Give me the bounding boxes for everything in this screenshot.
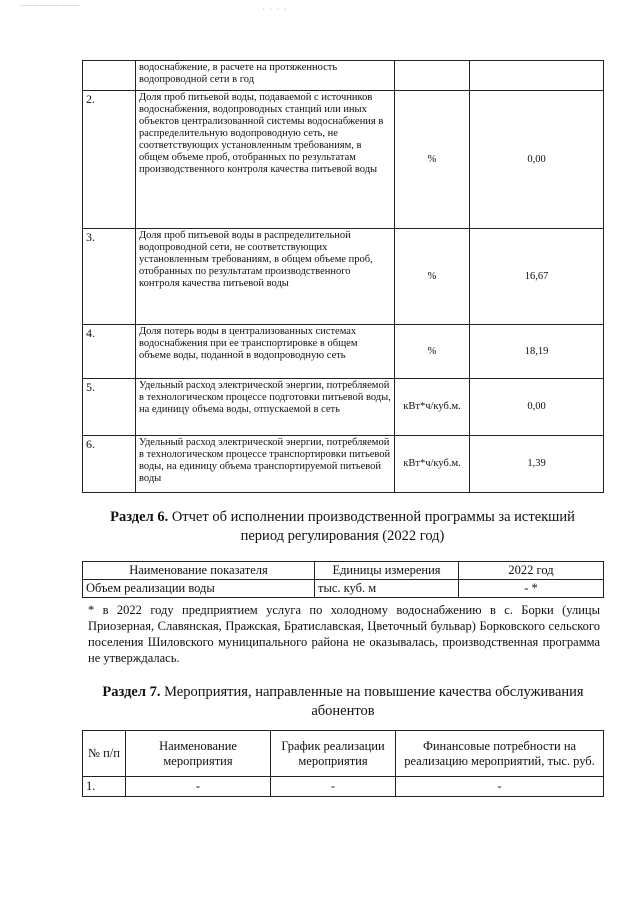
col-header-measure: Наименование мероприятия xyxy=(126,731,271,777)
col-header-schedule: График реализации мероприятия xyxy=(271,731,396,777)
table-row xyxy=(83,580,604,598)
scan-mark-top-left: —————— xyxy=(20,0,80,10)
indicator-value: 16,67 xyxy=(470,229,604,325)
row-number: 2. xyxy=(83,91,136,229)
row-number: 5. xyxy=(83,379,136,436)
indicator-text: Доля проб питьевой воды в распределительной водопроводной сети, не соответствующих установленным требованиям, в общем объеме проб, отобранных по результатам производственного контроля качества питьевой воды xyxy=(136,229,395,325)
cell-measure: - xyxy=(126,777,271,797)
indicator-text: Удельный расход электрической энергии, потребляемой в технологическом процессе транспортировки питьевой воды, на единицу объема транспортируемой питьевой воды xyxy=(136,436,395,493)
indicator-unit: % xyxy=(395,229,470,325)
cell-schedule: - xyxy=(271,777,396,797)
cell-value: - * xyxy=(459,580,604,598)
cell-number: 1. xyxy=(83,777,126,797)
indicator-unit: % xyxy=(395,91,470,229)
measures-table xyxy=(82,730,604,797)
indicator-unit: кВт*ч/куб.м. xyxy=(395,379,470,436)
table-header-row xyxy=(83,731,604,777)
section-7-heading xyxy=(84,683,602,721)
indicator-value: 0,00 xyxy=(470,91,604,229)
row-number: 6. xyxy=(83,436,136,493)
row-number: 3. xyxy=(83,229,136,325)
section-6-heading xyxy=(90,508,595,546)
table-row xyxy=(83,777,604,797)
row-number xyxy=(83,61,136,91)
table-row xyxy=(83,325,604,379)
table-row xyxy=(83,61,604,91)
footnote: * в 2022 году предприятием услуга по холодному водоснабжению в с. Борки (улицы Приозерная, Славянская, Пражская, Братиславская, Цветочный бульвар) Борковского сельского поселения Шиловского муниципального района не оказывалась, производственная программа не утверждалась. xyxy=(88,603,600,665)
indicator-unit xyxy=(395,61,470,91)
indicator-text: Доля потерь воды в централизованных системах водоснабжения при ее транспортировке в общем объеме воды, поданной в водопроводную сеть xyxy=(136,325,395,379)
cell-units: тыс. куб. м xyxy=(315,580,459,598)
indicator-value: 0,00 xyxy=(470,379,604,436)
table-row xyxy=(83,436,604,493)
production-report-table xyxy=(82,561,604,598)
cell-financing: - xyxy=(396,777,604,797)
section-7-title: Мероприятия, направленные на повышение качества обслуживания абонентов xyxy=(160,684,584,719)
col-header-units: Единицы измерения xyxy=(315,562,459,580)
table-row xyxy=(83,229,604,325)
section-6-title: Отчет об исполнении производственной программы за истекший период регулирования (2022 год) xyxy=(168,509,575,544)
col-header-number: № п/п xyxy=(83,731,126,777)
indicator-text: водоснабжение, в расчете на протяженность водопроводной сети в год xyxy=(136,61,395,91)
indicators-table xyxy=(82,60,604,493)
indicator-unit: кВт*ч/куб.м. xyxy=(395,436,470,493)
indicator-value: 18,19 xyxy=(470,325,604,379)
indicator-value xyxy=(470,61,604,91)
col-header-financing: Финансовые потребности на реализацию мероприятий, тыс. руб. xyxy=(396,731,604,777)
section-6-label: Раздел 6. xyxy=(110,509,169,525)
indicator-text: Удельный расход электрической энергии, потребляемой в технологическом процессе подготовки питьевой воды, на единицу объема воды, отпускаемой в сеть xyxy=(136,379,395,436)
col-header-indicator: Наименование показателя xyxy=(83,562,315,580)
scan-mark-top-center: · · · · xyxy=(262,4,288,14)
indicator-value: 1,39 xyxy=(470,436,604,493)
table-row xyxy=(83,379,604,436)
indicator-text: Доля проб питьевой воды, подаваемой с источников водоснабжения, водопроводных станций или иных объектов централизованной системы водоснабжения в распределительную водопроводную сеть, не соответствующих установленным требованиям, в общем объеме проб, отобранных по результатам производственного контроля качества питьевой воды xyxy=(136,91,395,229)
col-header-year: 2022 год xyxy=(459,562,604,580)
section-7-label: Раздел 7. xyxy=(102,684,161,700)
indicator-unit: % xyxy=(395,325,470,379)
row-number: 4. xyxy=(83,325,136,379)
cell-indicator: Объем реализации воды xyxy=(83,580,315,598)
table-row xyxy=(83,91,604,229)
table-header-row xyxy=(83,562,604,580)
